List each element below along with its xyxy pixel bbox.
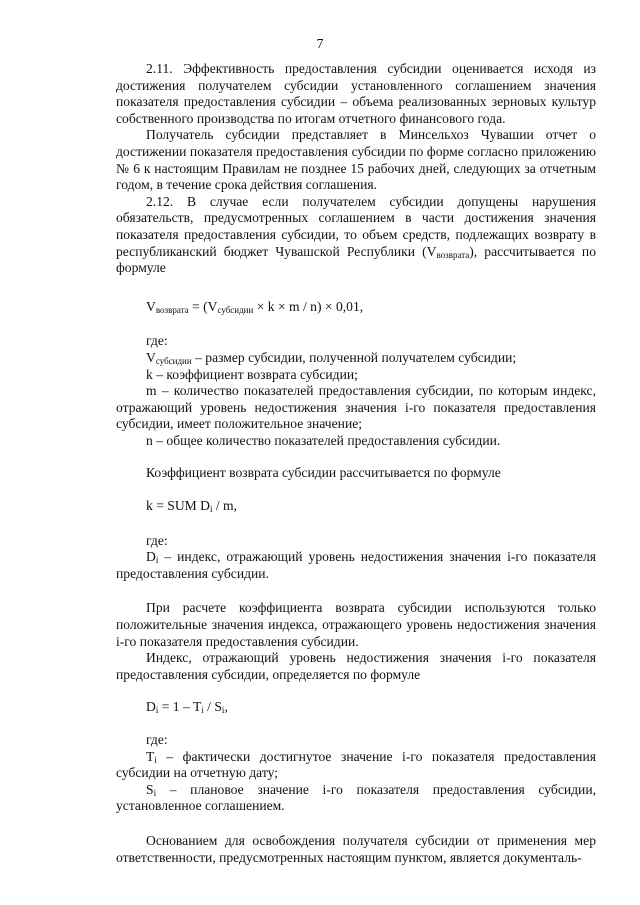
- definition-k: k – коэффициент возврата субсидии;: [146, 366, 358, 382]
- paragraph-exemption: Основанием для освобождения получателя субсидии от применения мер ответственности, предусмотренных настоящим пунктом, является документаль-: [116, 832, 596, 865]
- page-number: 7: [316, 36, 324, 51]
- document-body: [116, 61, 596, 866]
- paragraph-report: Получатель субсидии представляет в Минсельхоз Чувашии отчет о достижении показателя предоставления субсидии по форме согласно приложению № 6 к настоящим Правилам не позднее 15 рабочих дней, следующих за отчетным годом, в течение срока действия соглашения.: [116, 127, 596, 193]
- paragraph-2-11: 2.11. Эффективность предоставления субсидии оценивается исходя из достижения получателем субсидии установленного соглашением значения показателя предоставления субсидии – объема реализованных зерновых культур собственного производства по итогам отчетного финансового года.: [116, 61, 596, 126]
- definition-m: m – количество показателей предоставления субсидии, по которым индекс, отражающий уровень недостижения значения i-го показателя предоставления субсидии, имеет положительное значение;: [116, 383, 596, 432]
- paragraph-positive-values: При расчете коэффициента возврата субсидии используются только положительные значения индекса, отражающего уровень недостижения значения i-го показателя предоставления субсидии.: [116, 600, 596, 649]
- formula-index: $D_i = 1 - T_i / S_i$,: [146, 699, 228, 716]
- paragraph-2-12: 2.12. В случае если получателем субсидии допущены нарушения обязательств, предусмотренных соглашением в части достижения значения показателя предоставления субсидии, то объем средств, подлежащих возврату в республиканский бюджет Чувашской Республики $(V_{возврата})$, рассчитывается по формуле: [116, 193, 596, 276]
- formula-return-volume: $V_{возврата} = (V_{субсидии} \times k \times m / n) \times 0,01$,: [146, 298, 364, 315]
- where-label: где:: [146, 333, 168, 349]
- where-label: где:: [146, 732, 168, 747]
- formula-coefficient: k = SUM $D_i$ / m,: [146, 498, 238, 515]
- definition-v-subsidy: $V_{субсидии}$ – размер субсидии, полученной получателем субсидии;: [146, 349, 517, 366]
- where-label: где:: [146, 532, 168, 548]
- definition-d: $D_i$ – индекс, отражающий уровень недостижения значения i-го показателя предоставления субсидии.: [116, 549, 596, 581]
- coefficient-intro: Коэффициент возврата субсидии рассчитывается по формуле: [146, 465, 501, 481]
- definition-n: n – общее количество показателей предоставления субсидии.: [146, 432, 501, 448]
- paragraph-index-formula: Индекс, отражающий уровень недостижения значения i-го показателя предоставления субсидии, определяется по формуле: [116, 650, 596, 682]
- definition-s: $S_i$ – плановое значение i-го показателя предоставления субсидии, установленное соглашением.: [116, 781, 596, 814]
- definition-t: $T_i$ – фактически достигнутое значение i-го показателя предоставления субсидии на отчетную дату;: [116, 748, 596, 781]
